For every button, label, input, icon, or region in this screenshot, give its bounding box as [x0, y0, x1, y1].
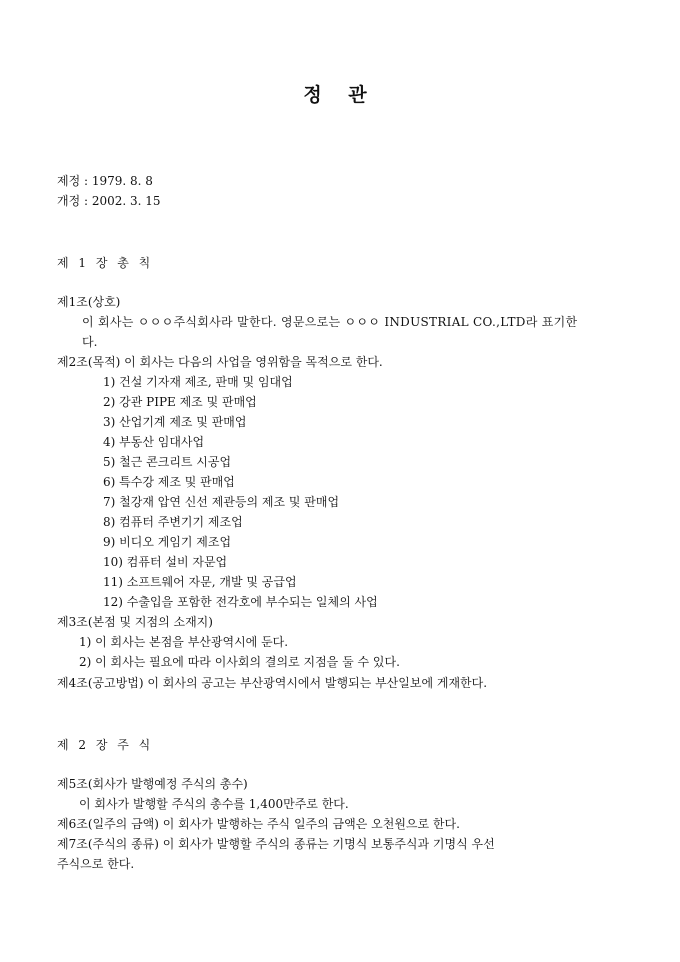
purpose-item: 1) 건설 기자재 제조, 판매 및 임대업 — [103, 375, 293, 389]
purpose-item: 7) 철강재 압연 신선 제관등의 제조 및 판매업 — [103, 495, 340, 509]
article-7-text-line-1: 제7조(주식의 종류) 이 회사가 발행할 주식의 종류는 기명식 보통주식과 기명식 우선 — [57, 837, 495, 851]
location-item: 1) 이 회사는 본점을 부산광역시에 둔다. — [79, 635, 289, 649]
purpose-item: 8) 컴퓨터 주변기기 제조업 — [103, 515, 243, 529]
article-1-text-line-2: 다. — [82, 335, 98, 349]
article-6-text: 제6조(일주의 금액) 이 회사가 발행하는 주식 일주의 금액은 오천원으로 한다. — [57, 817, 460, 831]
purpose-item: 6) 특수강 제조 및 판매업 — [103, 475, 235, 489]
location-item: 2) 이 회사는 필요에 따라 이사회의 결의로 지점을 둘 수 있다. — [79, 655, 400, 669]
article-2-heading: 제2조(목적) 이 회사는 다음의 사업을 영위함을 목적으로 한다. — [57, 355, 383, 369]
purpose-item: 9) 비디오 게임기 제조업 — [103, 535, 232, 549]
amended-date: 개정 : 2002. 3. 15 — [57, 194, 161, 208]
chapter-1-heading: 제 1 장 총 칙 — [57, 256, 151, 270]
article-3-heading: 제3조(본점 및 지점의 소재지) — [57, 615, 213, 629]
purpose-item: 4) 부동산 임대사업 — [103, 435, 205, 449]
article-5-heading: 제5조(회사가 발행예정 주식의 총수) — [57, 777, 248, 791]
purpose-item: 5) 철근 콘크리트 시공업 — [103, 455, 232, 469]
article-7-text-line-2: 주식으로 한다. — [57, 857, 135, 871]
document-title: 정 관 — [303, 84, 377, 106]
article-5-text: 이 회사가 발행할 주식의 총수를 1,400만주로 한다. — [79, 797, 349, 811]
purpose-item: 11) 소프트웨어 자문, 개발 및 공급업 — [103, 575, 297, 589]
purpose-item: 2) 강관 PIPE 제조 및 판매업 — [103, 395, 257, 409]
purpose-item: 3) 산업기계 제조 및 판매업 — [103, 415, 247, 429]
article-1-heading: 제1조(상호) — [57, 295, 121, 309]
purpose-item: 10) 컴퓨터 설비 자문업 — [103, 555, 228, 569]
chapter-2-heading: 제 2 장 주 식 — [57, 738, 151, 752]
purpose-item: 12) 수출입을 포함한 전각호에 부수되는 일체의 사업 — [103, 595, 378, 609]
article-4-text: 제4조(공고방법) 이 회사의 공고는 부산광역시에서 발행되는 부산일보에 게재한다. — [57, 676, 488, 690]
enacted-date: 제정 : 1979. 8. 8 — [57, 174, 153, 188]
article-1-text-line-1: 이 회사는 ㅇㅇㅇ주식회사라 말한다. 영문으로는 ㅇㅇㅇ INDUSTRIAL CO.,LTD라 표기한 — [82, 315, 578, 329]
